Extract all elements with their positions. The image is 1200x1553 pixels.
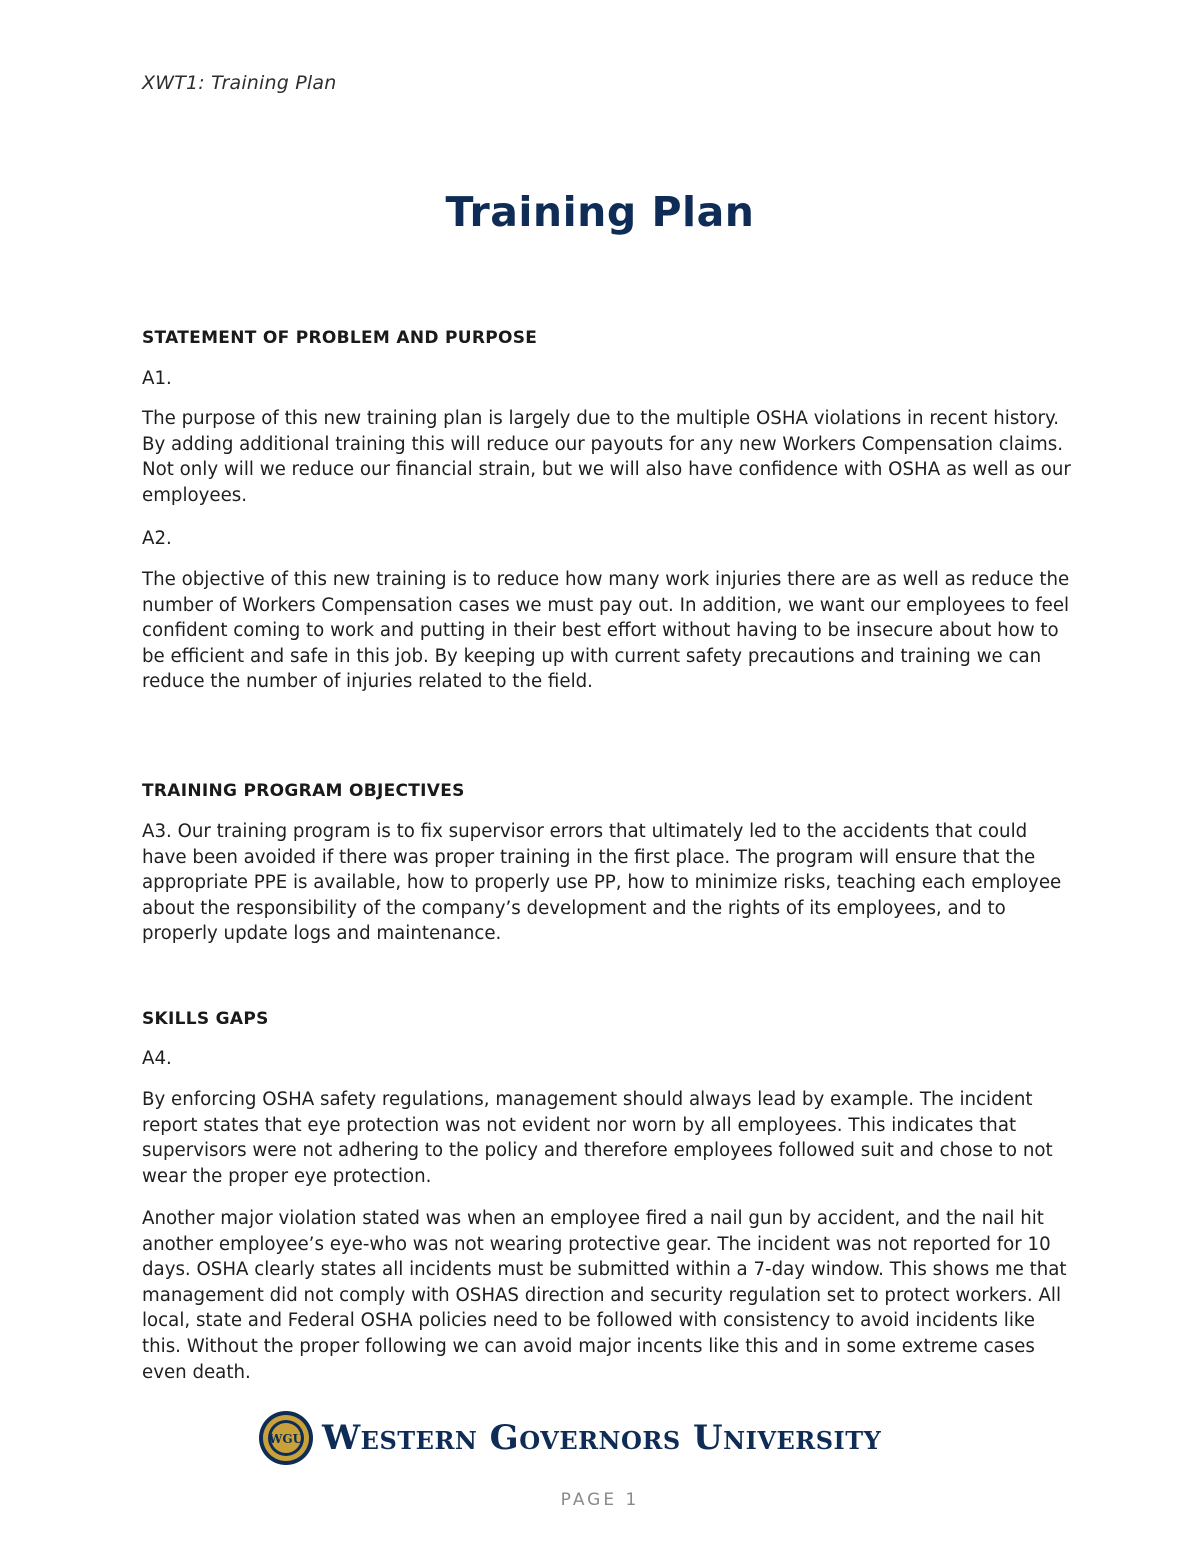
university-wordmark: Western Governors University xyxy=(322,1418,882,1458)
section-heading-skills: SKILLS GAPS xyxy=(142,1009,269,1029)
university-logo xyxy=(258,1410,918,1472)
label-a2: A2. xyxy=(142,528,172,549)
university-seal-icon xyxy=(258,1410,314,1466)
seal-initials: WGU xyxy=(268,1432,304,1446)
label-a1: A1. xyxy=(142,368,172,389)
paragraph-a3: A3. Our training program is to fix supervisor errors that ultimately led to the accidents that could have been avoided if there was proper training in the first place. The program will ensure that the appropriate PPE is available, how to properly use PP, how to minimize risks, teaching each employee about the responsibility of the company’s development and the rights of its employees, and to properly update logs and maintenance. xyxy=(142,821,1062,945)
paragraph-a1: The purpose of this new training plan is largely due to the multiple OSHA violations in recent history. By adding additional training this will reduce our payouts for any new Workers Compensation claims. Not only will we reduce our financial strain, but we will also have confidence with OSHA as well as our employees. xyxy=(142,408,1071,506)
paragraph-a4-2: Another major violation stated was when an employee fired a nail gun by accident, and the nail hit another employee’s eye-who was not wearing protective gear. The incident was not reported for 10 days. OSHA clearly states all incidents must be submitted within a 7-day window. This shows me that management did not comply with OSHAS direction and security regulation set to protect workers. All local, state and Federal OSHA policies need to be followed with consistency to avoid incidents like this. Without the proper following we can avoid major incents like this and in some extreme cases even death. xyxy=(142,1208,1067,1383)
page-number: PAGE 1 xyxy=(560,1490,640,1510)
section-heading-problem: STATEMENT OF PROBLEM AND PURPOSE xyxy=(142,328,538,348)
page-title: Training Plan xyxy=(445,188,755,236)
paragraph-a4-1: By enforcing OSHA safety regulations, management should always lead by example. The incident report states that eye protection was not evident nor worn by all employees. This indicates that supervisors were not adhering to the policy and therefore employees followed suit and chose to not wear the proper eye protection. xyxy=(142,1089,1053,1187)
paragraph-a2: The objective of this new training is to reduce how many work injuries there are as well as reduce the number of Workers Compensation cases we must pay out. In addition, we want our employees to feel confident coming to work and putting in their best effort without having to be insecure about how to be efficient and safe in this job. By keeping up with current safety precautions and training we can reduce the number of injuries related to the field. xyxy=(142,569,1070,693)
label-a4: A4. xyxy=(142,1048,172,1069)
section-heading-objectives: TRAINING PROGRAM OBJECTIVES xyxy=(142,781,465,801)
running-header: XWT1: Training Plan xyxy=(142,72,337,94)
